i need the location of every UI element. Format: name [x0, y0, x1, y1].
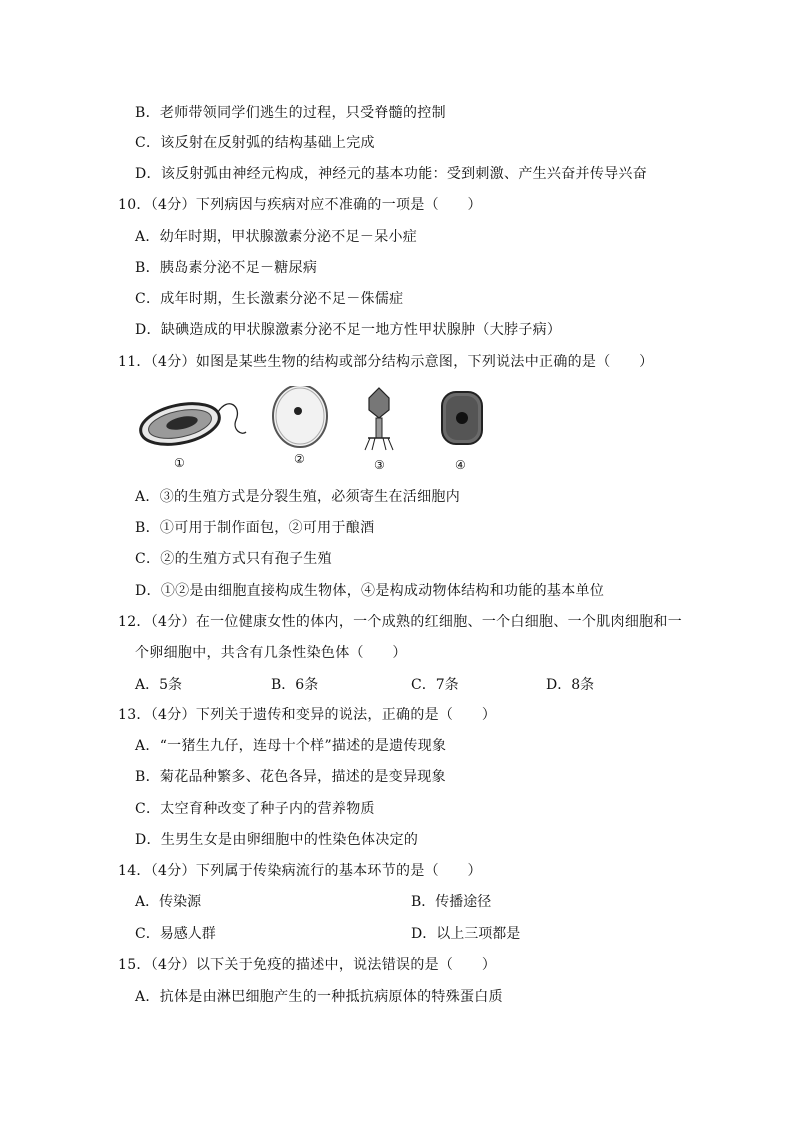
q14-option-b: B．传播途径 — [411, 894, 492, 910]
q14-option-a: A．传染源 — [135, 894, 202, 910]
bacterium-illustration — [137, 397, 246, 451]
q10-stem: 10．（4分）下列病因与疾病对应不准确的一项是（ ） — [118, 197, 482, 213]
q11-option-a: A．③的生殖方式是分裂生殖，必须寄生在活细胞内 — [135, 489, 461, 505]
q10-option-d: D．缺碘造成的甲状腺激素分泌不足一地方性甲状腺肿（大脖子病） — [135, 322, 562, 338]
q13-stem: 13．（4分）下列关于遗传和变异的说法，正确的是（ ） — [118, 707, 497, 723]
figure-caption-3: ③ — [374, 458, 385, 472]
q12-option-a: A．5条 — [135, 677, 183, 693]
virus-illustration — [365, 388, 393, 450]
figure-caption-4: ④ — [455, 458, 466, 472]
q14-option-c: C．易感人群 — [135, 926, 216, 942]
figure-caption-1: ① — [174, 456, 185, 470]
q11-stem: 11．（4分）如图是某些生物的结构或部分结构示意图，下列说法中正确的是（ ） — [118, 354, 654, 370]
q12-option-c: C．7条 — [411, 677, 459, 693]
q12-option-d: D．8条 — [546, 677, 595, 693]
q10-option-b: B．胰岛素分泌不足－糖尿病 — [135, 260, 318, 276]
q9-option-d: D．该反射弧由神经元构成，神经元的基本功能：受到刺激、产生兴奋并传导兴奋 — [135, 166, 648, 182]
yeast-illustration — [273, 386, 327, 447]
figure-caption-2: ② — [294, 452, 305, 466]
q14-stem: 14．（4分）下列属于传染病流行的基本环节的是（ ） — [118, 863, 482, 879]
q10-option-a: A．幼年时期，甲状腺激素分泌不足－呆小症 — [135, 229, 418, 245]
q12-stem-line2: 个卵细胞中，共含有几条性染色体（ ） — [135, 645, 407, 661]
q11-option-b: B．①可用于制作面包，②可用于酿酒 — [135, 520, 375, 536]
q9-option-c: C．该反射在反射弧的结构基础上完成 — [135, 135, 375, 151]
q11-option-c: C．②的生殖方式只有孢子生殖 — [135, 551, 332, 567]
q13-option-d: D．生男生女是由卵细胞中的性染色体决定的 — [135, 832, 419, 848]
q13-option-b: B．菊花品种繁多、花色各异，描述的是变异现象 — [135, 769, 446, 785]
q12-option-b: B．6条 — [271, 677, 319, 693]
q13-option-a: A．“一猪生九仔，连母十个样”描述的是遗传现象 — [135, 738, 447, 754]
organism-illustration — [130, 386, 510, 476]
q11-organism-figure — [130, 386, 510, 476]
q9-option-b: B．老师带领同学们逃生的过程，只受脊髓的控制 — [135, 105, 446, 121]
q14-option-d: D．以上三项都是 — [411, 926, 521, 942]
q15-stem: 15．（4分）以下关于免疫的描述中，说法错误的是（ ） — [118, 957, 497, 973]
q12-stem-line1: 12．（4分）在一位健康女性的体内，一个成熟的红细胞、一个白细胞、一个肌肉细胞和一 — [118, 614, 683, 630]
q10-option-c: C．成年时期，生长激素分泌不足－侏儒症 — [135, 291, 404, 307]
q11-option-d: D．①②是由细胞直接构成生物体，④是构成动物体结构和功能的基本单位 — [135, 583, 605, 599]
q13-option-c: C．太空育种改变了种子内的营养物质 — [135, 801, 375, 817]
q15-option-a: A．抗体是由淋巴细胞产生的一种抵抗病原体的特殊蛋白质 — [135, 989, 503, 1005]
animal-cell-illustration — [442, 392, 482, 444]
